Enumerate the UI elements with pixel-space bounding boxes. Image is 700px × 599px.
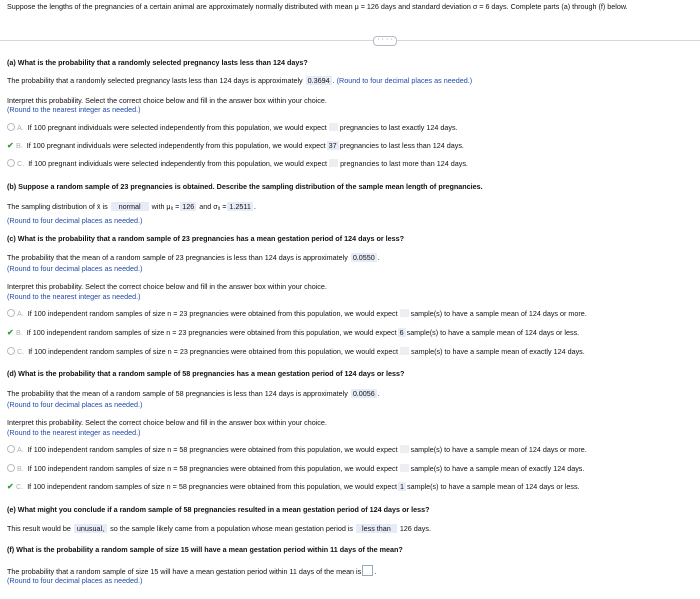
part-a-choice-a[interactable] [7, 123, 458, 132]
part-b-answer-line [7, 202, 256, 214]
choice-letter: B. [16, 328, 23, 337]
part-f-answer-line [7, 565, 376, 576]
part-d-period: . [377, 389, 380, 398]
radio-icon[interactable] [7, 464, 15, 472]
part-c-interpret: Interpret this probability. Select the correct choice below and fill in the answer box within your choice. [7, 282, 327, 291]
radio-icon[interactable] [7, 309, 15, 317]
answer-box[interactable] [329, 159, 338, 167]
choice-letter: C. [17, 347, 25, 356]
part-d-answer-box[interactable]: 0.0056 [352, 389, 375, 398]
choice-text-post: sample(s) to have a sample mean of exactly 124 days. [410, 347, 585, 356]
choice-text: If 100 pregnant individuals were selected independently from this population, we would expect [27, 123, 327, 132]
part-f-round-note: (Round to four decimal places as needed.) [7, 576, 143, 585]
choice-text: If 100 independent random samples of size n = 58 pregnancies were obtained from this population, we would expect [27, 482, 397, 491]
part-e-mid-text: so the sample likely came from a population whose mean gestation period is [110, 524, 354, 533]
choice-text-post: sample(s) to have a sample mean of 124 days or less. [406, 328, 580, 337]
part-d-round-note: (Round to four decimal places as needed.) [7, 400, 143, 409]
part-e-question: (e) What might you conclude if a random sample of 58 pregnancies resulted in a mean gestation period of 124 days or less? [7, 505, 430, 514]
choice-text-post: sample(s) to have a sample mean of 124 days or less. [406, 482, 580, 491]
part-c-round-note: (Round to four decimal places as needed.) [7, 264, 143, 273]
part-a-round-note: (Round to four decimal places as needed.) [336, 76, 473, 85]
choice-text-post: sample(s) to have a sample mean of 124 days or more. [410, 309, 587, 318]
expand-ellipsis-button[interactable]: · · · · [373, 36, 397, 46]
part-c-choice-b[interactable] [7, 328, 579, 337]
part-b-text: The sampling distribution of x̄ is [7, 202, 108, 211]
choice-text: If 100 independent random samples of size n = 58 pregnancies were obtained from this population, we would expect [27, 445, 398, 454]
part-f-answer-text: The probability that a random sample of size 15 will have a mean gestation period within 11 days of the mean is [7, 567, 362, 576]
distribution-dropdown[interactable]: normal [111, 202, 149, 211]
answer-box[interactable] [400, 464, 409, 472]
choice-letter: C. [16, 482, 24, 491]
part-f-question: (f) What is the probability a random sample of size 15 will have a mean gestation period within 11 days of the mean? [7, 545, 403, 554]
part-b-round-note: (Round to four decimal places as needed.) [7, 216, 143, 225]
choice-letter: A. [17, 123, 24, 132]
choice-letter: C. [17, 159, 25, 168]
mu-answer-box[interactable]: 126 [182, 202, 195, 211]
answer-box[interactable] [400, 347, 409, 355]
choice-text-post: pregnancies to last exactly 124 days. [339, 123, 458, 132]
answer-box[interactable]: 1 [399, 482, 404, 491]
part-a-choice-c[interactable] [7, 159, 468, 168]
part-a-question: (a) What is the probability that a randomly selected pregnancy lasts less than 124 days? [7, 58, 308, 67]
choice-letter: B. [16, 141, 23, 150]
choice-letter: A. [17, 445, 24, 454]
answer-box[interactable] [400, 445, 409, 453]
section-divider [0, 40, 700, 41]
part-a-interpret: Interpret this probability. Select the correct choice below and fill in the answer box within your choice. [7, 96, 327, 105]
part-f-period: . [374, 567, 377, 576]
part-d-interpret: Interpret this probability. Select the correct choice below and fill in the answer box within your choice. [7, 418, 327, 427]
part-e-answer-line [7, 524, 431, 533]
part-c-answer-line [7, 253, 380, 262]
answer-box[interactable]: 6 [399, 328, 404, 337]
part-d-answer-line [7, 389, 380, 398]
mu-label: with μ [151, 202, 171, 211]
less-than-dropdown[interactable]: less than [356, 524, 397, 533]
radio-icon[interactable] [7, 347, 15, 355]
problem-intro: Suppose the lengths of the pregnancies of a certain animal are approximately normally distributed with mean μ = 126 days and standard deviation σ = 6 days. Complete parts (a) through (f) below. [7, 2, 628, 11]
part-f-answer-input[interactable] [362, 565, 373, 576]
part-e-text: This result would be [7, 524, 71, 533]
choice-letter: B. [17, 464, 24, 473]
part-c-answer-box[interactable]: 0.0550 [352, 253, 375, 262]
checkmark-icon: ✔ [7, 328, 14, 337]
part-a-interpret-note: (Round to the nearest integer as needed.) [7, 105, 141, 114]
part-e-post-text: 126 days. [399, 524, 431, 533]
choice-text: If 100 independent random samples of size n = 58 pregnancies were obtained from this population, we would expect [27, 464, 398, 473]
equals-sign: = [175, 202, 180, 211]
answer-box[interactable] [329, 123, 338, 131]
part-d-interpret-note: (Round to the nearest integer as needed.) [7, 428, 141, 437]
unusual-dropdown[interactable]: unusual, [74, 524, 107, 533]
part-a-answer-box[interactable]: 0.3694 [307, 76, 330, 85]
choice-text-post: pregnancies to last more than 124 days. [340, 159, 468, 168]
mu-subscript: x̄ [170, 206, 174, 212]
part-d-choice-c[interactable] [7, 482, 580, 491]
part-d-choice-a[interactable] [7, 445, 587, 454]
part-b-question: (b) Suppose a random sample of 23 pregnancies is obtained. Describe the sampling distribution of the sample mean length of pregnancies. [7, 182, 483, 191]
choice-text: If 100 pregnant individuals were selected independently from this population, we would expect [28, 159, 328, 168]
radio-icon[interactable] [7, 445, 15, 453]
radio-icon[interactable] [7, 123, 15, 131]
choice-text-post: sample(s) to have a sample mean of 124 days or more. [410, 445, 587, 454]
part-c-period: . [377, 253, 380, 262]
choice-text: If 100 independent random samples of size n = 23 pregnancies were obtained from this population, we would expect [27, 309, 398, 318]
radio-icon[interactable] [7, 159, 15, 167]
part-d-question: (d) What is the probability that a random sample of 58 pregnancies has a mean gestation period of 124 days or less? [7, 369, 405, 378]
choice-text: If 100 pregnant individuals were selected independently from this population, we would expect [26, 141, 326, 150]
choice-letter: A. [17, 309, 24, 318]
part-b-period: . [253, 202, 256, 211]
equals-sign: = [222, 202, 227, 211]
sigma-answer-box[interactable]: 1.2511 [229, 202, 251, 211]
part-c-choice-c[interactable] [7, 347, 585, 356]
choice-text-post: sample(s) to have a sample mean of exactly 124 days. [410, 464, 585, 473]
part-a-answer-line [7, 76, 472, 85]
choice-text: If 100 independent random samples of size n = 23 pregnancies were obtained from this population, we would expect [28, 347, 398, 356]
part-d-choice-b[interactable] [7, 464, 584, 473]
part-c-answer-text: The probability that the mean of a random sample of 23 pregnancies is less than 124 days is approximately [7, 253, 348, 262]
choice-text-post: pregnancies to last less than 124 days. [339, 141, 464, 150]
part-c-choice-a[interactable] [7, 309, 587, 318]
part-c-question: (c) What is the probability that a random sample of 23 pregnancies has a mean gestation period of 124 days or less? [7, 234, 405, 243]
answer-box[interactable]: 37 [328, 141, 337, 150]
sigma-subscript: x̄ [217, 206, 221, 212]
part-a-choice-b[interactable] [7, 141, 464, 150]
checkmark-icon: ✔ [7, 482, 14, 491]
sigma-label: and σ [199, 202, 218, 211]
answer-box[interactable] [400, 309, 409, 317]
checkmark-icon: ✔ [7, 141, 14, 150]
part-c-interpret-note: (Round to the nearest integer as needed.) [7, 292, 141, 301]
part-d-answer-text: The probability that the mean of a random sample of 58 pregnancies is less than 124 days is approximately [7, 389, 348, 398]
part-a-period: . [332, 76, 335, 85]
part-a-answer-text: The probability that a randomly selected pregnancy lasts less than 124 days is approximately [7, 76, 303, 85]
choice-text: If 100 independent random samples of size n = 23 pregnancies were obtained from this population, we would expect [26, 328, 397, 337]
